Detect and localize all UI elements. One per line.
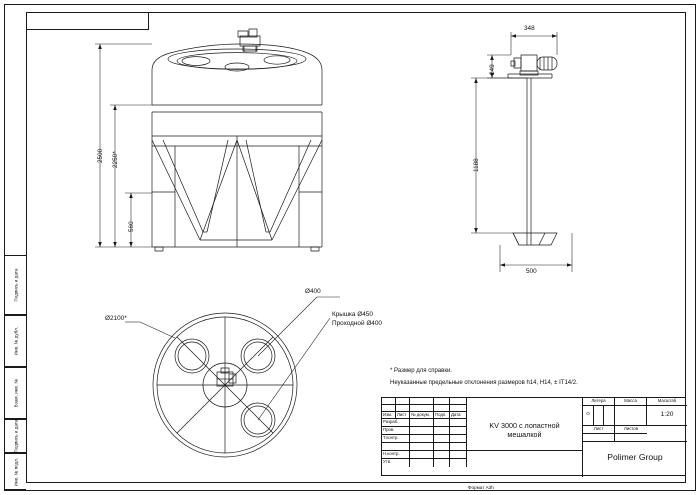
tb-scale-value: 1:20	[647, 406, 687, 426]
tb-row-tkontr-c4	[450, 435, 467, 443]
tb-product-name-line2: мешалкой	[507, 429, 542, 439]
tb-litera-a: О	[583, 406, 594, 426]
dimension-height-body: 2250*	[112, 151, 119, 168]
tb-row-nkontr-c4	[450, 451, 467, 459]
tb-row-nkontr: Н.контр.	[382, 451, 410, 459]
tb-row-utv-c4	[450, 459, 467, 467]
tb-litera-c	[604, 406, 615, 426]
label-lid-note-2: Проходной Ø400	[332, 320, 382, 327]
dimension-motor-width: 348	[524, 25, 535, 32]
tb-rev-r1c3	[410, 398, 434, 405]
tb-col-sign: Подп.	[434, 412, 450, 419]
note-tolerances: Неуказанные предельные отклонения размеров h14, H14, ± IT14/2.	[390, 380, 578, 386]
tb-row-razrab: Разраб.	[382, 419, 410, 427]
tb-row-nkontr-c2	[410, 451, 434, 459]
tb-col-list: Лист	[396, 412, 410, 419]
side-view-dimension-lines	[471, 32, 572, 272]
dimension-base-width: 500	[526, 268, 537, 275]
label-lid-note-1: Крышка Ø450	[332, 311, 373, 318]
tb-rev-r1c2	[396, 398, 410, 405]
label-hatch-400: Ø400	[305, 288, 321, 295]
tb-rev-r1c4	[434, 398, 450, 405]
tb-row-razrab-c4	[450, 419, 467, 427]
dimension-motor-height: 249	[489, 64, 496, 75]
top-view-tank-plan	[153, 313, 297, 457]
tb-row-prov-c3	[434, 427, 450, 435]
tb-product-name-line1: KV 3000 с лопастной	[489, 420, 560, 430]
tb-label-list: Лист	[583, 426, 615, 434]
title-block	[381, 397, 686, 476]
tb-row-utv: Утв.	[382, 459, 410, 467]
tb-rev-r2c1	[382, 405, 396, 412]
tb-rev-r2c4	[434, 405, 450, 412]
dimension-height-leg: 560	[128, 221, 135, 232]
tb-row-blank-c2	[410, 443, 434, 451]
tb-rev-r1c1	[382, 398, 396, 405]
tb-company	[583, 442, 687, 477]
tb-sheets-value	[615, 434, 647, 442]
tb-header-massa: Масса	[615, 398, 647, 406]
tb-rev-r1c5	[450, 398, 467, 405]
front-view-dimension-lines	[95, 44, 152, 247]
top-view-leader-lines	[125, 297, 340, 420]
margin-strip-label: Инв. № подл.	[13, 457, 18, 486]
dimension-height-total: 2500	[97, 148, 104, 163]
tb-litera-b	[594, 406, 604, 426]
tb-sheet-value	[583, 434, 615, 442]
margin-strip-label: Взам. инв. №	[13, 378, 18, 408]
tb-col-date: Дата	[450, 412, 467, 419]
tb-product-name	[467, 398, 583, 451]
tb-row-utv-c2	[410, 459, 434, 467]
label-tank-diameter: Ø2100*	[105, 315, 127, 322]
tb-mass-value	[615, 406, 647, 426]
tb-rev-r2c3	[410, 405, 434, 412]
front-view-tank	[152, 29, 322, 251]
tb-row-blank	[382, 443, 410, 451]
tb-row-razrab-c3	[434, 419, 450, 427]
tb-product-name-lower	[467, 451, 583, 477]
tb-rev-r2c2	[396, 405, 410, 412]
side-view-mixer	[508, 55, 557, 245]
tb-row-tkontr-c2	[410, 435, 434, 443]
tb-rev-r2c5	[450, 405, 467, 412]
tb-col-izm: Изм.	[382, 412, 396, 419]
tb-label-listov: Листов	[615, 426, 647, 434]
tb-row-prov-c2	[410, 427, 434, 435]
note-reference-size: * Размер для справки.	[390, 368, 452, 374]
tb-row-tkontr: Т.контр.	[382, 435, 410, 443]
margin-strip-label: Инв. № дубл.	[13, 326, 18, 356]
tb-row-prov-c4	[450, 427, 467, 435]
margin-strip-label: Подпись и дата	[13, 268, 18, 302]
tb-row-razrab-c2	[410, 419, 434, 427]
tb-col-docnum: № докум.	[410, 412, 434, 419]
tb-row-nkontr-c3	[434, 451, 450, 459]
tb-scale-blank	[647, 426, 687, 442]
sheet-format-note: Формат A3h	[468, 485, 494, 490]
dimension-shaft-length: 1188	[473, 158, 480, 172]
tb-row-utv-c3	[434, 459, 450, 467]
tb-header-masshtab: Масштаб	[647, 398, 687, 406]
margin-strip-label: Подпись и дата	[13, 419, 18, 453]
tb-row-blank-c3	[434, 443, 450, 451]
tb-header-litera: Литера	[583, 398, 615, 406]
tb-row-prov: Пров.	[382, 427, 410, 435]
tb-row-tkontr-c3	[434, 435, 450, 443]
tb-company-name: Polimer Group	[607, 451, 663, 462]
tb-row-blank-c4	[450, 443, 467, 451]
